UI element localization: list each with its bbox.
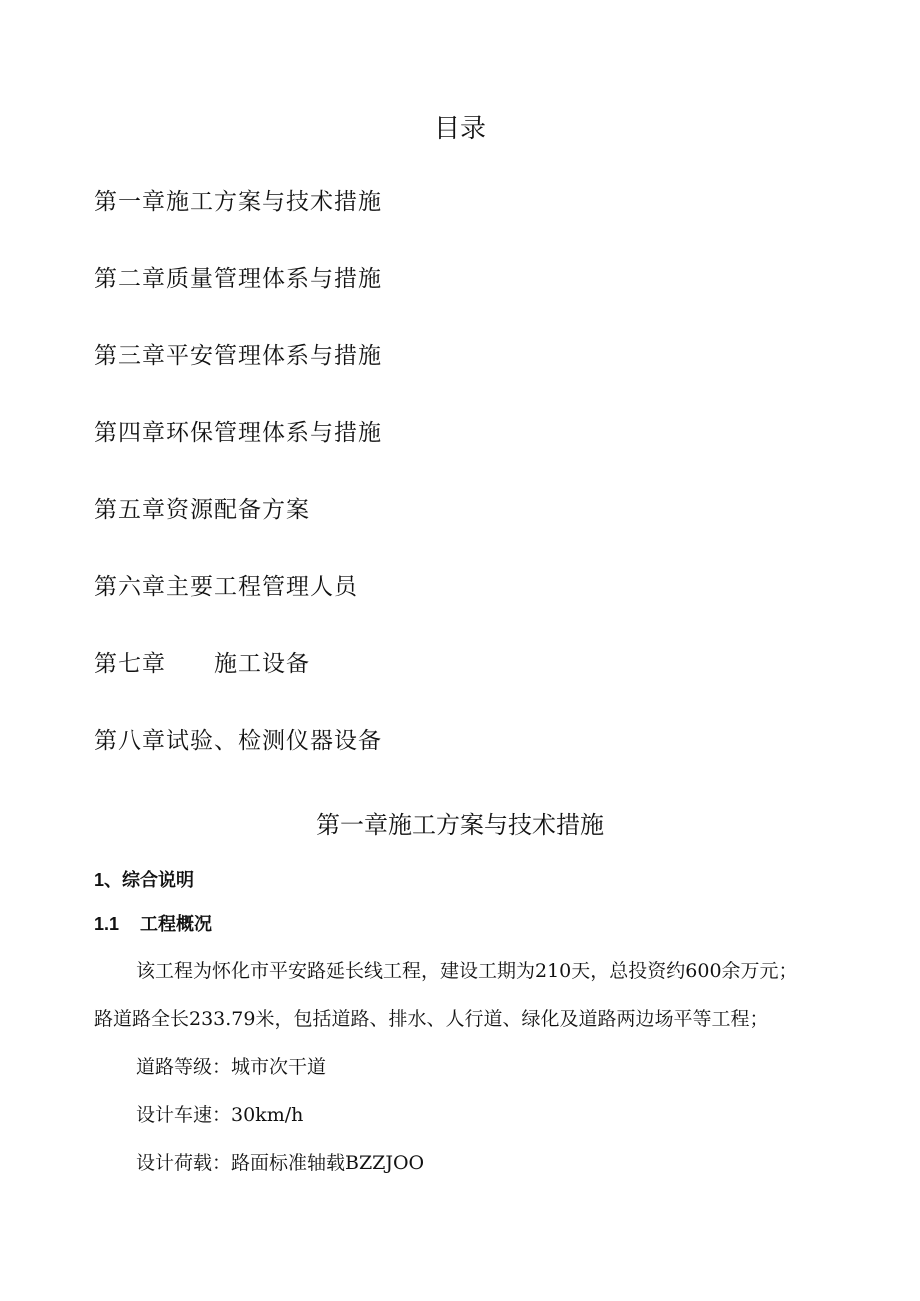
toc-item-chapter-7[interactable]: 第七章 施工设备: [94, 651, 310, 677]
paragraph-line-2: 路道路全长233.79米，包括道路、排水、人行道、绿化及道路两边场平等工程；: [94, 1008, 769, 1030]
toc-item-chapter-5[interactable]: 第五章资源配备方案: [94, 497, 310, 523]
toc-item-chapter-1[interactable]: 第一章施工方案与技术措施: [94, 189, 382, 215]
section-number: 1.1: [94, 914, 120, 934]
section-heading-project-overview: [94, 910, 212, 938]
spec-design-speed: 设计车速：30km∕h: [136, 1104, 304, 1126]
paragraph-line-1: 该工程为怀化市平安路延长线工程，建设工期为210天，总投资约600余万元；: [136, 960, 798, 982]
toc-item-chapter-8[interactable]: 第八章试验、检测仪器设备: [94, 728, 382, 754]
toc-list: [94, 182, 382, 798]
spec-design-load: 设计荷载：路面标准轴载BZZJOO: [136, 1152, 425, 1174]
section-heading-overview: 1、综合说明: [94, 870, 195, 890]
toc-title: 目录: [433, 113, 486, 143]
section-title: 工程概况: [140, 914, 212, 934]
toc-item-chapter-3[interactable]: 第三章平安管理体系与措施: [94, 343, 382, 369]
toc-item-chapter-4[interactable]: 第四章环保管理体系与措施: [94, 420, 382, 446]
toc-item-chapter-2[interactable]: 第二章质量管理体系与措施: [94, 266, 382, 292]
spec-road-grade: 道路等级：城市次干道: [136, 1056, 327, 1078]
chapter-title: 第一章施工方案与技术措施: [316, 812, 604, 839]
toc-item-chapter-6[interactable]: 第六章主要工程管理人员: [94, 574, 358, 600]
